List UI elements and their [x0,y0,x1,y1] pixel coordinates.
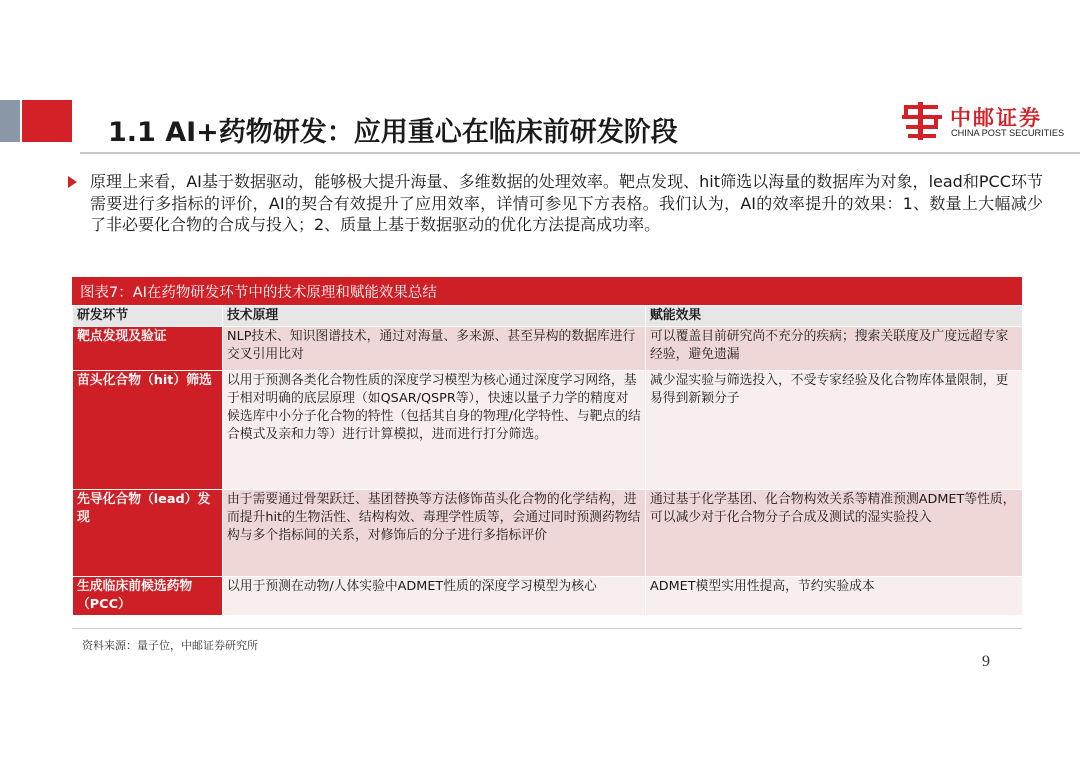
principle-cell: 由于需要通过骨架跃迁、基团替换等方法修饰苗头化合物的化学结构，进而提升hit的生物活性、结构构效、毒理学性质等，会通过同时预测药物结构与多个指标间的关系，对修饰后的分子进行多指标评价 [223,490,646,577]
source-divider [72,628,1022,629]
corner-bar-red [22,100,72,142]
column-header-effect: 赋能效果 [646,306,1023,327]
title-divider [80,152,1080,154]
effect-cell: 通过基于化学基团、化合物构效关系等精准预测ADMET等性质，可以减少对于化合物分子合成及测试的湿实验投入 [646,490,1023,577]
effect-cell: 减少湿实验与筛选投入，不受专家经验及化合物库体量限制，更易得到新颖分子 [646,371,1023,490]
company-logo [900,100,1075,144]
stage-cell: 生成临床前候选药物（PCC） [73,577,223,616]
logo-chinese-name: 中邮证券 [950,106,1042,130]
figure-header [72,277,1022,305]
stage-cell: 靶点发现及验证 [73,327,223,371]
intro-text: 原理上来看，AI基于数据驱动，能够极大提升海量、多维数据的处理效率。靶点发现、hit筛选以海量的数据库为对象，lead和PCC环节需要进行多指标的评价，AI的契合有效提升了应用效率，详情可参见下方表格。我们认为，AI的效率提升的效果：1、数量上大幅减少了非必要化合物的合成与投入；2、质量上基于数据驱动的优化方法提高成功率。 [90,172,1043,234]
figure-7 [72,277,1022,612]
corner-decoration [0,100,72,142]
corner-bar-gray [0,100,20,142]
bullet-arrow-icon [68,176,77,188]
intro-paragraph [68,171,1043,236]
column-header-principle: 技术原理 [223,306,646,327]
table-row [73,577,1023,616]
summary-table [72,305,1023,616]
column-header-stage: 研发环节 [73,306,223,327]
table-row [73,371,1023,490]
principle-cell: 以用于预测各类化合物性质的深度学习模型为核心通过深度学习网络，基于相对明确的底层原理（如QSAR/QSPR等），快速以量子力学的精度对候选库中小分子化合物的特性（包括其自身的物理/化学特性、与靶点的结合模式及亲和力等）进行计算模拟，进而进行打分筛选。 [223,371,646,490]
source-note: 资料来源：量子位，中邮证券研究所 [82,639,258,652]
table-header-row [73,306,1023,327]
china-post-logo-icon [900,100,944,142]
stage-cell: 先导化合物（lead）发现 [73,490,223,577]
table-row [73,327,1023,371]
principle-cell: 以用于预测在动物/人体实验中ADMET性质的深度学习模型为核心 [223,577,646,616]
figure-title: 图表7：AI在药物研发环节中的技术原理和赋能效果总结 [80,285,437,301]
effect-cell: ADMET模型实用性提高，节约实验成本 [646,577,1023,616]
page-title: 1.1 AI+药物研发：应用重心在临床前研发阶段 [108,117,678,148]
principle-cell: NLP技术、知识图谱技术，通过对海量、多来源、甚至异构的数据库进行交叉引用比对 [223,327,646,371]
stage-cell: 苗头化合物（hit）筛选 [73,371,223,490]
table-row [73,490,1023,577]
page-number: 9 [982,653,990,670]
effect-cell: 可以覆盖目前研究尚不充分的疾病；搜索关联度及广度远超专家经验，避免遗漏 [646,327,1023,371]
logo-english-name: CHINA POST SECURITIES [951,128,1065,138]
